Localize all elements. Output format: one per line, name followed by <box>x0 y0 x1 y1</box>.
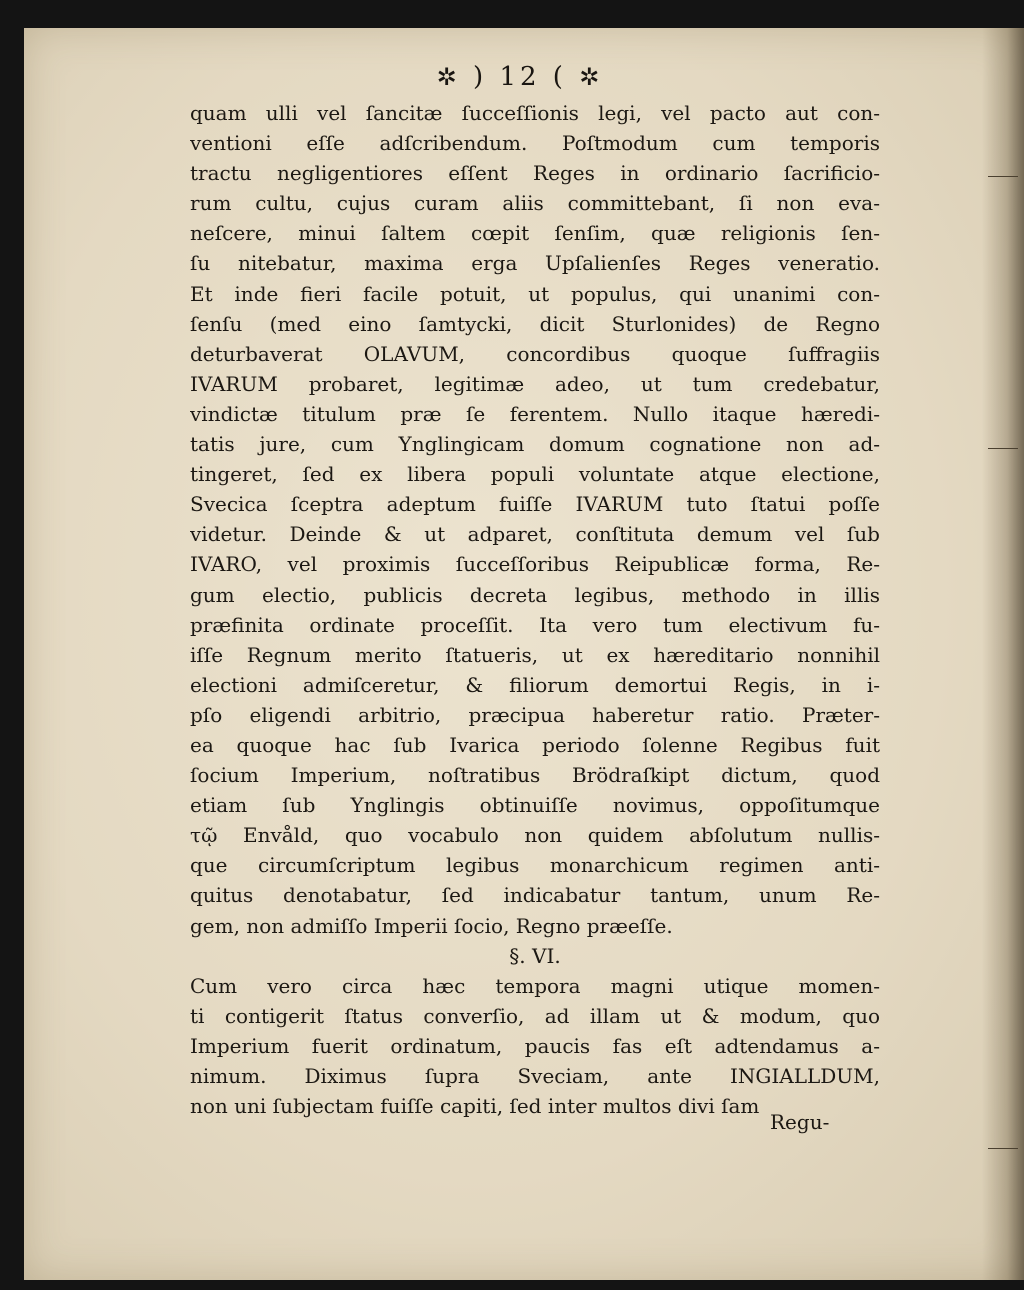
margin-mark <box>988 448 1018 449</box>
text-line: præfinita ordinate proceſſit. Ita vero tum electivum fu- <box>190 612 880 637</box>
text-line: tatis jure, cum Ynglingicam domum cognatione non ad- <box>190 432 880 457</box>
text-line: nimum. Diximus ſupra Sveciam, ante INGIALLDUM, <box>190 1064 880 1088</box>
binding-gutter <box>982 28 1024 1280</box>
margin-mark <box>988 1148 1018 1149</box>
text-line: videtur. Deinde & ut adparet, conſtituta demum vel ſub <box>190 522 880 547</box>
text-line: IVARUM probaret, legitimæ adeo, ut tum credebatur, <box>190 371 880 396</box>
text-line: ea quoque hac ſub Ivarica periodo ſolenne Regibus fuit <box>190 732 880 757</box>
page-number: ) 12 ( <box>473 62 567 92</box>
text-line: quitus denotabatur, ſed indicabatur tantum, unum Re- <box>190 883 880 908</box>
text-line: ſu nitebatur, maxima erga Upſalienſes Reges veneratio. <box>190 251 880 276</box>
text-line: Et inde fieri facile potuit, ut populus, qui unanimi con- <box>190 281 880 306</box>
margin-mark <box>988 176 1018 177</box>
text-line: Cum vero circa hæc tempora magni utique momen- <box>190 973 880 998</box>
text-line: etiam ſub Ynglingis obtinuiſſe novimus, oppoſitumque <box>190 793 880 818</box>
text-line: iſſe Regnum merito ſtatueris, ut ex hæreditario nonnihil <box>190 642 880 667</box>
catchword: Regu- <box>770 1110 830 1134</box>
ornament-left-icon: ✲ <box>436 63 461 91</box>
text-line: vindictæ titulum præ ſe ferentem. Nullo itaque hæredi- <box>190 401 880 426</box>
text-line: ſenſu (med eino ſamtycki, dicit Sturlonides) de Regno <box>190 311 880 336</box>
text-line: ſocium Imperium, noſtratibus Brödraſkipt dictum, quod <box>190 763 880 788</box>
text-line: quam ulli vel ſancitæ ſucceſſionis legi, vel pacto aut con- <box>190 101 880 125</box>
body-text <box>190 98 880 1121</box>
text-line: non uni ſubjectam fuiſſe capiti, ſed inter multos divi ſam <box>190 1094 760 1119</box>
text-line: ventioni eſſe adſcribendum. Poſtmodum cum temporis <box>190 131 880 156</box>
running-header <box>400 62 640 92</box>
text-line: deturbaverat OLAVUM, concordibus quoque ſuffragiis <box>190 341 880 366</box>
text-line: τῷ Envåld, quo vocabulo non quidem abſolutum nullis- <box>190 823 880 848</box>
text-line: que circumſcriptum legibus monarchicum regimen anti- <box>190 853 880 878</box>
text-line: Imperium fuerit ordinatum, paucis fas eſt adtendamus a- <box>190 1033 880 1058</box>
text-line: rum cultu, cujus curam aliis committebant, ſi non eva- <box>190 191 880 216</box>
text-line: tingeret, ſed ex libera populi voluntate atque electione, <box>190 462 880 487</box>
text-line: gem, non admiſſo Imperii ſocio, Regno præeſſe. <box>190 913 673 938</box>
text-line: IVARO, vel proximis ſucceſſoribus Reipublicæ forma, Re- <box>190 552 880 577</box>
text-line: neſcere, minui ſaltem cœpit ſenſim, quæ religionis ſen- <box>190 221 880 246</box>
text-line: gum electio, publicis decreta legibus, methodo in illis <box>190 582 880 607</box>
text-line: pſo eligendi arbitrio, præcipua haberetur ratio. Præter- <box>190 702 880 727</box>
text-line: electioni admiſceretur, & filiorum demortui Regis, in i- <box>190 672 880 697</box>
text-line: ti contigerit ſtatus converſio, ad illam ut & modum, quo <box>190 1003 880 1028</box>
ornament-right-icon: ✲ <box>579 63 604 91</box>
text-line: Svecica ſceptra adeptum fuiſſe IVARUM tuto ſtatui poſſe <box>190 492 880 517</box>
text-line: §. VI. <box>509 943 561 968</box>
text-line: tractu negligentiores eſſent Reges in ordinario ſacrificio- <box>190 161 880 186</box>
